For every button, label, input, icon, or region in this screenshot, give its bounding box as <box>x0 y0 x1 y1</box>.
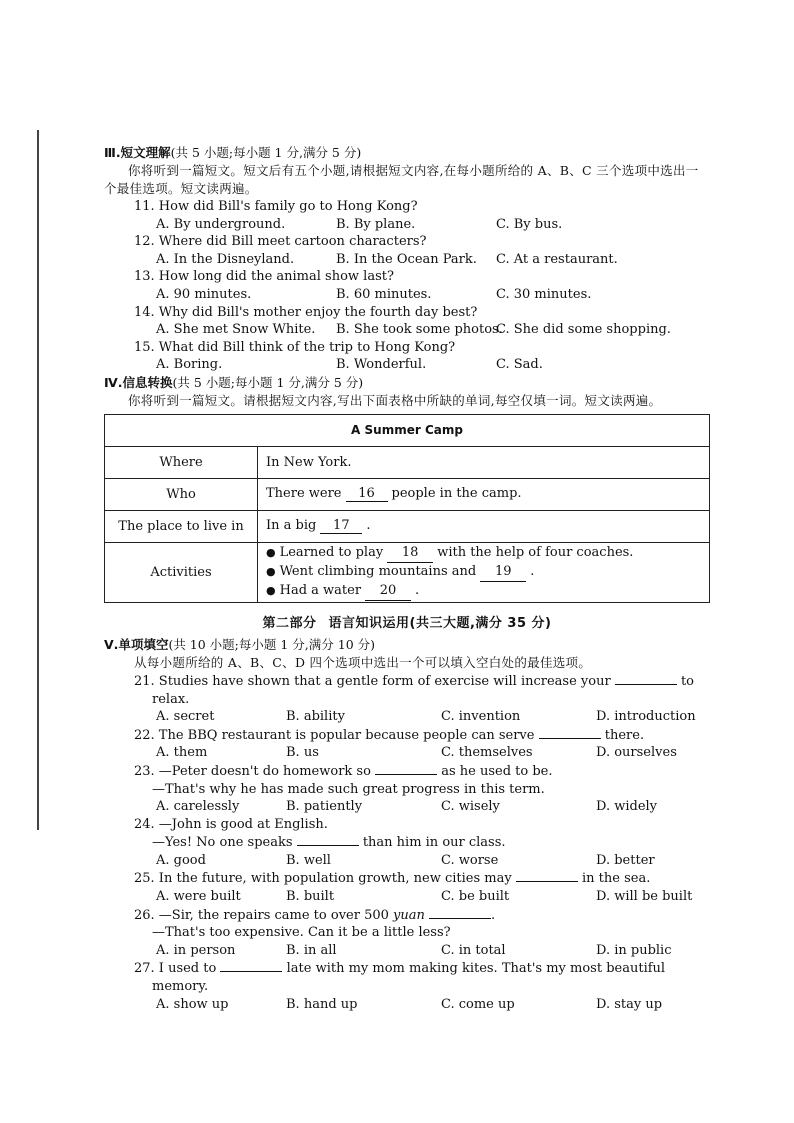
option-a[interactable]: A. carelessly <box>156 799 240 815</box>
question-options <box>104 251 710 269</box>
question-12 <box>104 233 710 268</box>
option-c[interactable]: C. wisely <box>441 799 500 815</box>
question-23 <box>104 762 710 816</box>
option-a[interactable]: A. Boring. <box>156 357 223 373</box>
stem-text: late with my mom making kites. That's my most beautiful memory. <box>152 961 666 995</box>
activity-item <box>266 563 708 582</box>
blank-17[interactable]: 17 <box>320 518 362 534</box>
blank-20[interactable]: 20 <box>365 582 411 601</box>
text-segment: people in the camp. <box>391 486 522 502</box>
bullet-icon: ● <box>266 583 276 597</box>
section-4-heading <box>104 374 710 392</box>
option-b[interactable]: B. in all <box>286 942 337 958</box>
stem-text: 25. In the future, with population growth, new cities may <box>134 871 512 887</box>
option-b[interactable]: B. ability <box>286 709 345 725</box>
answer-blank[interactable] <box>516 869 578 882</box>
activity-item <box>266 544 708 563</box>
text-segment: Had a water <box>279 582 362 598</box>
row-label: Who <box>105 478 258 510</box>
dialogue-line <box>104 833 710 852</box>
part-2-title <box>104 612 710 631</box>
question-stem: 14. Why did Bill's mother enjoy the fourth day best? <box>134 304 478 320</box>
option-a[interactable]: A. secret <box>156 709 215 725</box>
option-b[interactable]: B. She took some photos. <box>336 322 503 338</box>
section-5-score: (共 10 小题;每小题 1 分,满分 10 分) <box>168 636 375 652</box>
answer-blank[interactable] <box>297 833 359 846</box>
option-a[interactable]: A. 90 minutes. <box>156 286 252 302</box>
text-segment: In a big <box>266 518 317 534</box>
question-options <box>104 888 710 906</box>
option-c[interactable]: C. be built <box>441 889 510 905</box>
table-row <box>105 510 710 542</box>
question-options <box>104 708 710 726</box>
activity-item <box>266 582 708 601</box>
option-d[interactable]: D. in public <box>596 942 672 958</box>
question-options <box>104 942 710 960</box>
option-b[interactable]: B. well <box>286 852 331 868</box>
question-27 <box>104 959 710 1013</box>
row-label: Where <box>105 446 258 478</box>
stem-text: 22. The BBQ restaurant is popular because people can serve <box>134 727 535 743</box>
option-c[interactable]: C. At a restaurant. <box>496 251 618 267</box>
table-row <box>105 478 710 510</box>
question-options <box>104 356 710 374</box>
question-options <box>104 798 710 816</box>
question-24 <box>104 816 710 870</box>
option-b[interactable]: B. built <box>286 889 335 905</box>
section-4-title: 信息转换 <box>122 374 173 390</box>
option-a[interactable]: A. were built <box>156 889 241 905</box>
question-15 <box>104 339 710 374</box>
question-options <box>104 852 710 870</box>
stem-text: in the sea. <box>582 871 651 887</box>
blank-18[interactable]: 18 <box>387 544 433 563</box>
section-4-number: Ⅳ. <box>104 374 123 390</box>
section-4-instruction: 你将听到一篇短文。请根据短文内容,写出下面表格中所缺的单词,每空仅填一词。短文读两遍。 <box>128 392 662 408</box>
section-5-heading <box>104 636 710 654</box>
section-3-title: 短文理解 <box>120 145 171 160</box>
exam-page <box>104 144 710 1013</box>
question-stem <box>104 762 710 781</box>
question-22 <box>104 726 710 762</box>
option-a[interactable]: A. in person <box>156 942 236 958</box>
question-stem: 24. —John is good at English. <box>134 816 328 832</box>
stem-italic: yuan <box>393 907 425 923</box>
question-14 <box>104 304 710 339</box>
option-a[interactable]: A. She met Snow White. <box>156 322 316 338</box>
option-b[interactable]: B. patiently <box>286 799 363 815</box>
blank-16[interactable]: 16 <box>346 486 388 502</box>
option-d[interactable]: D. introduction <box>596 709 696 725</box>
question-stem: 11. How did Bill's family go to Hong Kong? <box>134 199 418 214</box>
question-stem: 13. How long did the animal show last? <box>134 269 394 285</box>
option-a[interactable]: A. show up <box>156 996 229 1012</box>
option-c[interactable]: C. worse <box>441 852 499 868</box>
text-segment: There were <box>266 486 342 502</box>
row-value <box>258 510 710 542</box>
option-b[interactable]: B. hand up <box>286 996 358 1012</box>
stem-text: than him in our class. <box>362 835 506 851</box>
question-options <box>104 216 710 234</box>
table-row <box>105 446 710 478</box>
section-5-title: 单项填空 <box>118 636 169 652</box>
section-3-score: (共 5 小题;每小题 1 分,满分 5 分) <box>170 145 362 160</box>
bullet-icon: ● <box>266 564 276 578</box>
option-a[interactable]: A. good <box>156 852 206 868</box>
section-5-instruction: 从每小题所给的 A、B、C、D 四个选项中选出一个可以填入空白处的最佳选项。 <box>134 654 592 670</box>
question-stem: 12. Where did Bill meet cartoon characters? <box>134 234 427 250</box>
text-segment: Learned to play <box>279 544 384 560</box>
stem-text: . <box>491 907 496 923</box>
option-c[interactable]: C. come up <box>441 996 515 1012</box>
question-stem <box>104 869 710 888</box>
answer-blank[interactable] <box>539 726 601 739</box>
summer-camp-table <box>104 414 710 603</box>
part-2-label: 第二部分 <box>262 615 317 631</box>
text-segment: . <box>415 582 420 598</box>
option-a[interactable]: A. In the Disneyland. <box>156 251 295 267</box>
question-stem <box>104 726 710 745</box>
question-stem <box>104 672 710 708</box>
text-segment: with the help of four coaches. <box>437 544 634 560</box>
answer-blank[interactable] <box>220 959 282 972</box>
table-row <box>105 542 710 602</box>
stem-text: as he used to be. <box>441 763 553 779</box>
text-segment: Went climbing mountains and <box>279 563 477 579</box>
row-value <box>258 478 710 510</box>
stem-text: 26. —Sir, the repairs came to over 500 <box>134 907 389 923</box>
stem-text: to relax. <box>152 673 695 707</box>
section-4-score: (共 5 小题;每小题 1 分,满分 5 分) <box>172 374 364 390</box>
scan-binding-edge <box>37 130 39 830</box>
question-stem: 15. What did Bill think of the trip to Hong Kong? <box>134 339 456 355</box>
stem-text: 23. —Peter doesn't do homework so <box>134 763 371 779</box>
option-a[interactable]: A. them <box>156 745 208 761</box>
option-b[interactable]: B. us <box>286 745 319 761</box>
text-segment: . <box>366 518 371 534</box>
option-d[interactable]: D. widely <box>596 799 658 815</box>
option-c[interactable]: C. themselves <box>441 745 533 761</box>
option-c[interactable]: C. By bus. <box>496 216 563 232</box>
stem-text: —Yes! No one speaks <box>152 835 293 851</box>
option-b[interactable]: B. 60 minutes. <box>336 286 432 302</box>
section-3-instruction: 你将听到一篇短文。短文后有五个小题,请根据短文内容,在每小题所给的 A、B、C 三个选项中选出一个最佳选项。短文读两遍。 <box>104 163 699 196</box>
option-c[interactable]: C. Sad. <box>496 357 543 373</box>
stem-text: there. <box>604 727 645 743</box>
section-5-number: Ⅴ. <box>104 636 119 652</box>
row-value: In New York. <box>258 446 710 478</box>
stem-text: 27. I used to <box>134 961 217 977</box>
row-value <box>258 542 710 602</box>
option-c[interactable]: C. She did some shopping. <box>496 322 671 338</box>
option-d[interactable]: D. better <box>596 852 655 868</box>
option-c[interactable]: C. invention <box>441 709 521 725</box>
question-21 <box>104 672 710 726</box>
option-d[interactable]: D. stay up <box>596 996 663 1012</box>
section-3-heading <box>104 144 710 162</box>
option-b[interactable]: B. Wonderful. <box>336 357 427 373</box>
question-stem <box>104 959 710 995</box>
option-d[interactable]: D. will be built <box>596 889 693 905</box>
answer-blank[interactable] <box>615 672 677 685</box>
question-11 <box>104 198 710 233</box>
dialogue-line: —That's why he has made such great progress in this term. <box>152 781 545 797</box>
bullet-icon: ● <box>266 545 276 559</box>
question-options <box>104 996 710 1014</box>
section-5-questions <box>104 672 710 1013</box>
row-label: The place to live in <box>105 510 258 542</box>
question-options <box>104 744 710 762</box>
option-d[interactable]: D. ourselves <box>596 745 677 761</box>
question-options <box>104 321 710 339</box>
row-label: Activities <box>105 542 258 602</box>
blank-19[interactable]: 19 <box>480 563 526 582</box>
option-a[interactable]: A. By underground. <box>156 216 286 232</box>
stem-text: 21. Studies have shown that a gentle form of exercise will increase your <box>134 673 611 689</box>
option-b[interactable]: B. In the Ocean Park. <box>336 251 477 267</box>
dialogue-line: —That's too expensive. Can it be a little less? <box>152 925 451 941</box>
question-options <box>104 286 710 304</box>
question-stem <box>104 906 710 925</box>
section-3-number: Ⅲ. <box>104 145 121 160</box>
question-25 <box>104 869 710 905</box>
answer-blank[interactable] <box>429 906 491 919</box>
question-13 <box>104 268 710 303</box>
option-c[interactable]: C. 30 minutes. <box>496 286 592 302</box>
part-2-subtitle: 语言知识运用(共三大题,满分 35 分) <box>328 615 552 631</box>
answer-blank[interactable] <box>375 762 437 775</box>
option-b[interactable]: B. By plane. <box>336 216 416 232</box>
table-title: A Summer Camp <box>105 414 710 446</box>
text-segment: . <box>530 563 535 579</box>
question-26 <box>104 906 710 960</box>
option-c[interactable]: C. in total <box>441 942 506 958</box>
section-3-questions <box>104 198 710 374</box>
